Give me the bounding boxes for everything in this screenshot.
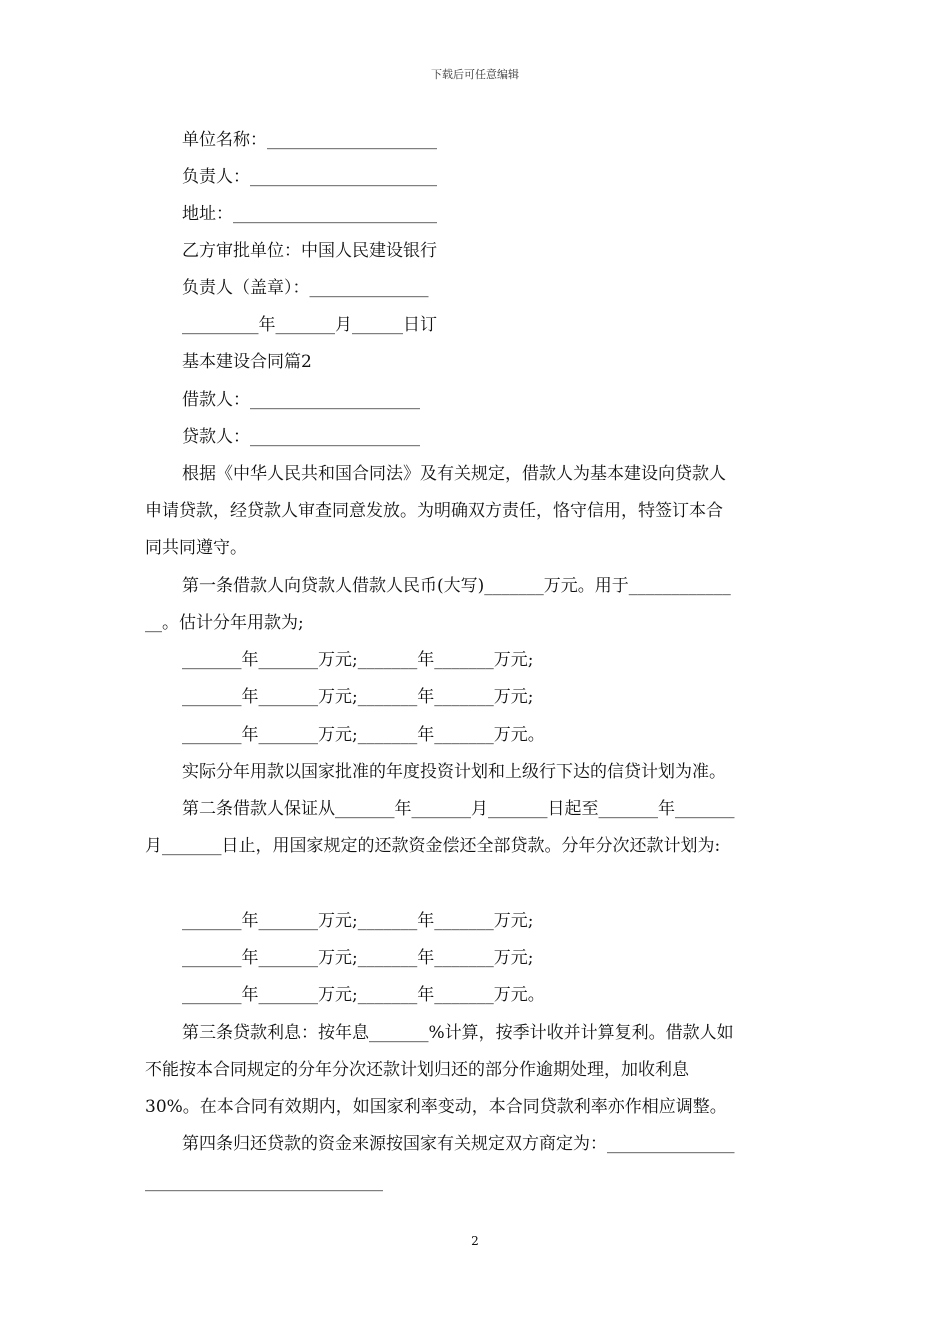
article-1-line: __。估计分年用款为; <box>145 613 304 633</box>
article-2-line: 第二条借款人保证从_______年_______月_______日起至_______年_______ <box>182 799 735 819</box>
approval-unit-line: 乙方审批单位：中国人民建设银行 <box>182 241 437 261</box>
intro-line: 同共同遵守。 <box>145 538 247 558</box>
usage-note: 实际分年用款以国家批准的年度投资计划和上级行下达的信贷计划为准。 <box>182 762 726 782</box>
responsible-seal-line: 负责人（盖章）：______________ <box>182 278 429 298</box>
address-line: 地址：________________________ <box>182 204 437 224</box>
borrower-line: 借款人：____________________ <box>182 390 420 410</box>
article-3-line: 第三条贷款利息：按年息_______%计算，按季计收并计算复利。借款人如 <box>182 1023 734 1043</box>
article-1-line: 第一条借款人向贷款人借款人民币(大写)_______万元。用于____________ <box>182 576 731 596</box>
article-3-line: 30%。在本合同有效期内，如国家利率变动，本合同贷款利率亦作相应调整。 <box>145 1097 727 1117</box>
intro-line: 申请贷款，经贷款人审查同意发放。为明确双方责任，恪守信用，特签订本合 <box>145 501 723 521</box>
intro-line: 根据《中华人民共和国合同法》及有关规定，借款人为基本建设向贷款人 <box>182 464 726 484</box>
article-4-line: ____________________________ <box>145 1172 383 1192</box>
lender-line: 贷款人：____________________ <box>182 427 420 447</box>
article-4-line: 第四条归还贷款的资金来源按国家有关规定双方商定为：_______________ <box>182 1134 735 1154</box>
section-title: 基本建设合同篇2 <box>182 352 312 372</box>
responsible-person-line: 负责人：______________________ <box>182 167 437 187</box>
repayment-row: _______年_______万元;_______年_______万元; <box>182 948 534 968</box>
usage-row: _______年_______万元;_______年_______万元。 <box>182 725 545 745</box>
page-header-note: 下载后可任意编辑 <box>431 68 519 81</box>
unit-name-line: 单位名称：____________________ <box>182 130 437 150</box>
usage-row: _______年_______万元;_______年_______万元; <box>182 650 534 670</box>
repayment-row: _______年_______万元;_______年_______万元。 <box>182 985 545 1005</box>
usage-row: _______年_______万元;_______年_______万元; <box>182 687 534 707</box>
repayment-row: _______年_______万元;_______年_______万元; <box>182 911 534 931</box>
article-3-line: 不能按本合同规定的分年分次还款计划归还的部分作逾期处理，加收利息 <box>145 1060 689 1080</box>
sign-date-line: _________年_______月______日订 <box>182 315 437 335</box>
article-2-line: 月_______日止，用国家规定的还款资金偿还全部贷款。分年分次还款计划为: <box>145 836 721 856</box>
page-number: 2 <box>471 1234 479 1248</box>
